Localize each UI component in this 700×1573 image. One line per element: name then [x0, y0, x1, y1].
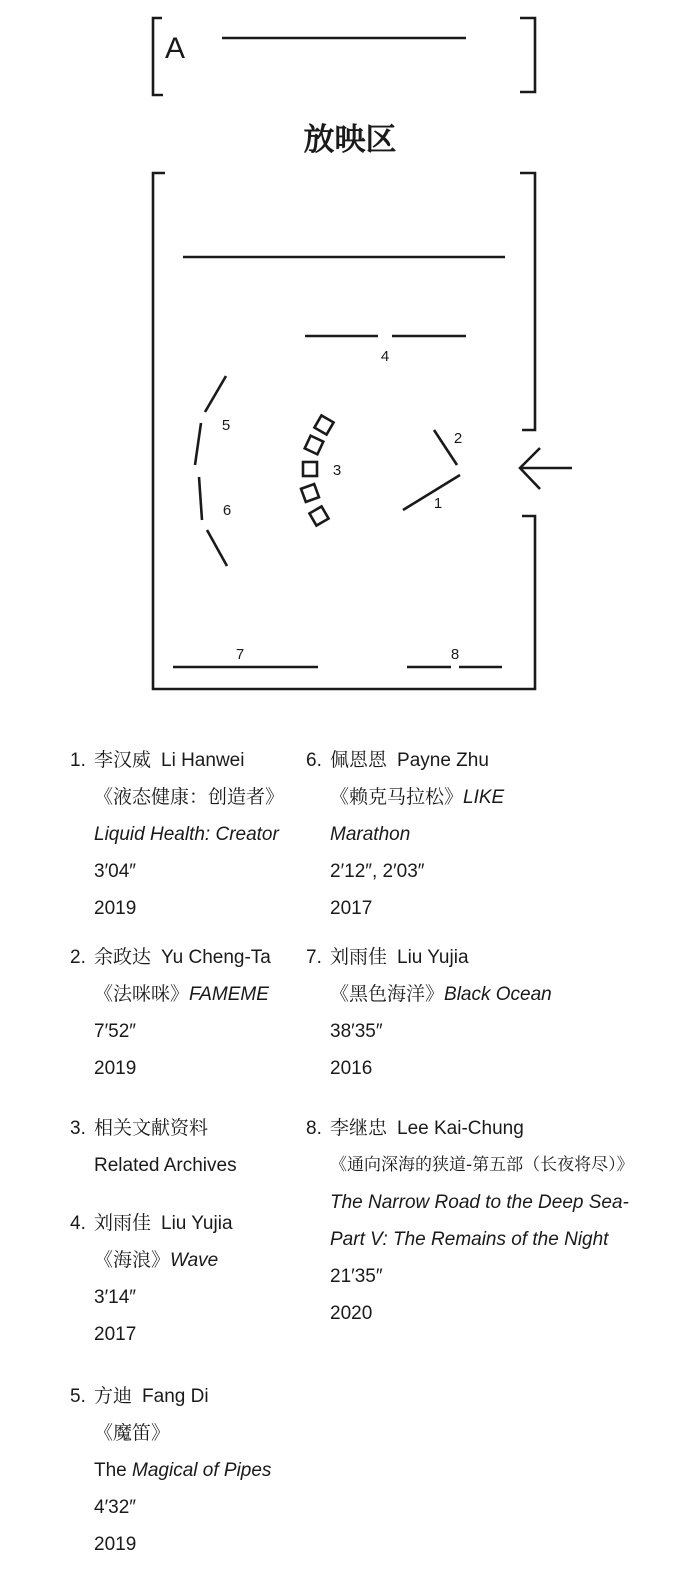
work-title-en: FAMEME — [189, 984, 269, 1005]
work-title-zh: 《魔笛》 — [94, 1422, 171, 1444]
work-title-en: Black Ocean — [444, 984, 552, 1005]
legend-entry-8 — [306, 1110, 634, 1332]
room-title: 放映区 — [303, 122, 397, 157]
work-duration: 2′12″, 2′03″ — [330, 861, 425, 882]
marker-4: 4 — [380, 348, 390, 365]
legend-entry-6 — [306, 742, 504, 927]
marker-1: 1 — [433, 495, 443, 512]
floor-plan-diagram — [0, 0, 700, 720]
entry-number: 4. — [70, 1213, 86, 1234]
marker-3: 3 — [332, 462, 342, 479]
work-title-en-article: The — [94, 1460, 127, 1481]
work-title-zh: 《液态健康：创造者》 — [94, 786, 285, 808]
artist-name-en: Liu Yujia — [161, 1213, 233, 1234]
entry-number: 7. — [306, 947, 322, 968]
legend-entry-5 — [70, 1378, 271, 1563]
work-title-zh: 《通向深海的狭道-第五部（长夜将尽）》 — [330, 1155, 634, 1175]
legend-entry-1 — [70, 742, 284, 927]
artist-name-zh: 李汉威 — [94, 749, 152, 771]
archive-title-en: Related Archives — [94, 1155, 237, 1176]
work-title-en: The Narrow Road to the Deep Sea- — [330, 1192, 629, 1213]
work-year: 2019 — [94, 1058, 137, 1079]
archive-boxes — [301, 415, 334, 525]
work-year: 2019 — [94, 898, 137, 919]
legend-entry-7 — [306, 939, 552, 1087]
work-duration: 4′32″ — [94, 1497, 136, 1518]
entry-number: 1. — [70, 750, 86, 771]
artist-name-zh: 余政达 — [94, 946, 152, 968]
main-room-wall-upper-right — [520, 173, 535, 430]
artist-name-zh: 佩恩恩 — [330, 749, 388, 771]
entry-number: 2. — [70, 947, 86, 968]
legend-entry-2 — [70, 939, 271, 1087]
work-year: 2017 — [330, 898, 373, 919]
marker-6: 6 — [222, 502, 232, 519]
work-year: 2020 — [330, 1303, 373, 1324]
work-title-zh: 《海浪》 — [94, 1249, 171, 1271]
room-a-wall — [153, 18, 535, 95]
work-title-en: Wave — [170, 1250, 219, 1271]
artist-name-en: Fang Di — [142, 1386, 209, 1407]
screen-5b — [195, 423, 201, 465]
screen-6b — [207, 530, 227, 566]
work-year: 2017 — [94, 1324, 137, 1345]
archive-title-zh: 相关文献资料 — [94, 1117, 209, 1139]
work-duration: 7′52″ — [94, 1021, 136, 1042]
work-duration: 3′14″ — [94, 1287, 136, 1308]
artist-name-en: Yu Cheng-Ta — [161, 947, 271, 968]
screen-6a — [199, 477, 202, 520]
marker-7: 7 — [235, 646, 245, 663]
work-year: 2019 — [94, 1534, 137, 1555]
work-title-en: LIKE — [463, 787, 505, 808]
work-title-en: Magical of Pipes — [132, 1460, 272, 1481]
work-year: 2016 — [330, 1058, 373, 1079]
entry-number: 8. — [306, 1118, 322, 1139]
screen-1 — [403, 475, 460, 510]
room-letter: A — [165, 32, 186, 65]
artist-name-zh: 刘雨佳 — [330, 946, 388, 968]
main-room-wall — [153, 173, 535, 689]
work-duration: 21′35″ — [330, 1266, 383, 1287]
entry-number: 3. — [70, 1118, 86, 1139]
artist-name-en: Lee Kai-Chung — [397, 1118, 524, 1139]
entry-number: 5. — [70, 1386, 86, 1407]
artist-name-en: Li Hanwei — [161, 750, 245, 771]
legend-entry-3 — [70, 1110, 237, 1184]
marker-5: 5 — [221, 417, 231, 434]
work-title-zh: 《法咪咪》 — [94, 983, 190, 1005]
work-title-zh: 《黑色海洋》 — [330, 983, 445, 1005]
marker-8: 8 — [450, 646, 460, 663]
work-title-en-continued: Marathon — [330, 824, 411, 845]
entry-number: 6. — [306, 750, 322, 771]
screen-5a — [205, 376, 226, 412]
legend-entry-4 — [70, 1205, 233, 1353]
marker-2: 2 — [453, 430, 463, 447]
work-title-en: Liquid Health: Creator — [94, 824, 279, 845]
entrance-arrow-icon — [520, 448, 572, 489]
artist-name-zh: 李继忠 — [330, 1117, 388, 1139]
work-title-en-continued: Part V: The Remains of the Night — [330, 1229, 609, 1250]
artist-name-zh: 刘雨佳 — [94, 1212, 152, 1234]
work-duration: 3′04″ — [94, 861, 136, 882]
work-title-zh: 《赖克马拉松》 — [330, 786, 464, 808]
artist-name-en: Payne Zhu — [397, 750, 489, 771]
artist-name-en: Liu Yujia — [397, 947, 469, 968]
work-duration: 38′35″ — [330, 1021, 383, 1042]
artist-name-zh: 方迪 — [94, 1385, 133, 1407]
